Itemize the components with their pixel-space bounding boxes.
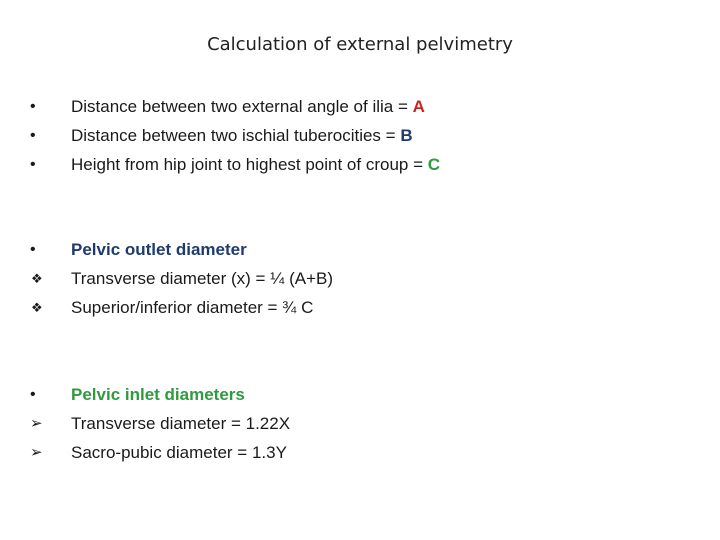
diamond-bullet-icon: ❖	[31, 300, 43, 315]
arrow-bullet-icon: ➢	[30, 444, 43, 461]
page-title: Calculation of external pelvimetry	[207, 34, 513, 55]
outlet-heading: Pelvic outlet diameter	[71, 240, 247, 259]
inlet-sacro-pubic-text: Sacro-pubic diameter = 1.3Y	[71, 443, 287, 462]
definition-text-c: Height from hip joint to highest point of croup =	[71, 155, 428, 174]
definition-text-a: Distance between two external angle of ilia =	[71, 97, 413, 116]
variable-c: C	[427, 155, 441, 174]
variable-a: A	[412, 97, 425, 116]
arrow-bullet-icon: ➢	[30, 415, 43, 432]
definition-text-b: Distance between two ischial tuberocities =	[71, 126, 401, 145]
bullet-icon: •	[30, 98, 36, 115]
diamond-bullet-icon: ❖	[31, 271, 43, 286]
variable-b: B	[400, 126, 413, 145]
outlet-superior-inferior-text: Superior/inferior diameter = ¾ C	[71, 298, 314, 317]
bullet-icon: •	[30, 241, 36, 258]
outlet-transverse-text: Transverse diameter (x) = ¼ (A+B)	[71, 269, 334, 288]
bullet-icon: •	[30, 127, 36, 144]
bullet-icon: •	[30, 156, 36, 173]
inlet-heading: Pelvic inlet diameters	[71, 385, 245, 404]
bullet-icon: •	[30, 386, 36, 403]
inlet-transverse-text: Transverse diameter = 1.22X	[71, 414, 291, 433]
